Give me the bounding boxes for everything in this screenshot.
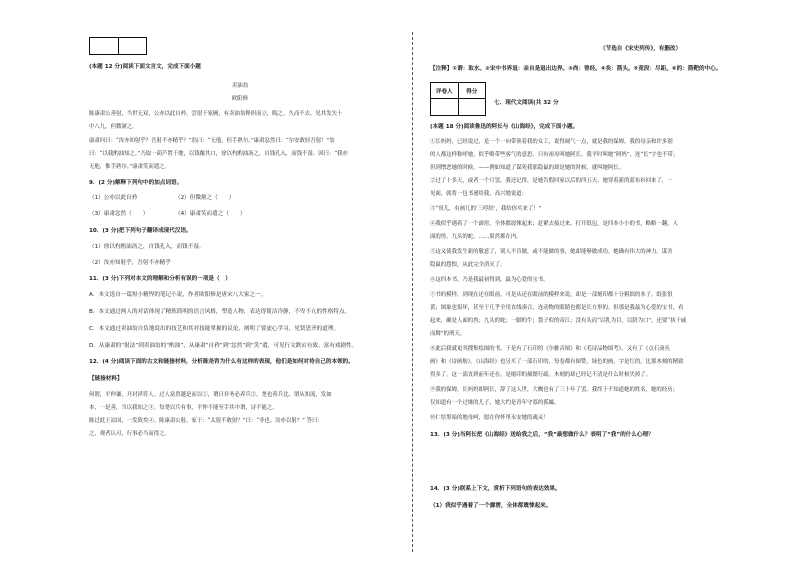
score-label: 得分 <box>466 88 478 95</box>
passage-line: 起来，确是人面的兽；九头的蛇；一脚的牛；袋子似的帝江；没有头而“以乳为目，以脐为口”，还要“执干戚 <box>430 318 687 324</box>
passage-line: 黄；图象也很坏，甚至于几乎全用直线凑合，连动物的眼睛也都是长方形的。但那是我最为心爱的宝书，看 <box>430 305 684 311</box>
passage-line: 但到憎恶她的时候，——例如知道了谋死我那隐鼠的却是她的时候，就叫她阿长。 <box>430 165 625 171</box>
score-box <box>89 37 147 55</box>
passage-line: ⑥这四本书，乃是我最初得到，最为心爱的宝书。 <box>430 277 549 283</box>
section-heading: 七、现代文阅读(共 32 分 <box>494 100 559 106</box>
q9-item: （4）康肃笑而遣之（ ） <box>175 211 246 217</box>
passage-line: 曰：“以我酌油知之。”乃取一葫芦置于地，以钱覆其口，徐以杓酌油沥之，自钱孔入，而钱不湿。因曰：“我亦 <box>89 151 348 157</box>
link-line: 之，观者认可，行事必当而得之。 <box>89 431 170 437</box>
passage-line: ⑦书的模样，到现在还在眼前。可是从还在眼前的模样来说，却是一部刻印都十分粗拙的本子。纸张很 <box>430 292 673 298</box>
passage-line: 陈康肃公善射，当世无双，公亦以此自矜。尝射于家圃，有卖油翁释担而立，睨之，久而不去。见其发矢十 <box>89 111 343 117</box>
q9-item: （3）康肃忿然（ ） <box>89 211 149 217</box>
question-11: 11．(3 分)下列对本文的理解和分析有误的一项是（ ） <box>89 276 231 282</box>
q14-item: （1）我似乎遇着了一个霹雳，全体都震悚起来。 <box>430 503 552 509</box>
link-line: 陈过此王凉国，一发致矣④。陈康肃公射，家于：“太射不敢射？”曰：“非也。汝亦以射？” 答曰： <box>89 418 323 424</box>
q9-item: （2）但微颔之（ ） <box>175 195 235 201</box>
q11-option-a: A．本文选自一篇短小精悍的笔记小说，作者欧阳修是唐宋八大家之一。 <box>89 292 267 298</box>
passage-line: 见面，就将一包书递给我，高兴地说道： <box>430 191 528 197</box>
question-9: 9．(2 分)解释下列句中的加点词语。 <box>89 180 183 186</box>
link-line: 何谓，平仲谦，开封祥符人。过人富贵越是而以①，谓曰非务必养兵②，尧也善兵比。谓从知流，发如 <box>89 392 332 398</box>
annotations: 【注释】①谓：取水。②宋中书界退：亲自是退出边界。③尚：曾经。④矣：箭头。⑤竟段：尽距。⑥的：箭靶的中心。 <box>430 66 722 72</box>
passage-line: 得多了。这一部直到前年还在，是缩印的郝懿行疏。木刻的却已经记不清是什么时候失掉了。 <box>430 372 652 378</box>
passage-line: ⑩仁厚黑暗的地母呵，愿在你怀里永安她的魂灵！ <box>430 415 549 421</box>
passage-line: 康肃问曰：“汝亦知射乎？吾射不亦精乎？”翁曰：“无他，但手熟尔。”康肃忿然曰：“尔安敢轻吾射！”翁 <box>89 138 335 144</box>
passage-line: 画》和《诗画舫》。《山海经》也另买了一部石印的，每卷都有图赞，绿色的画，字是红的，比那木刻的精致 <box>430 359 684 365</box>
passage-line: ③“哥儿，有画儿的‘三哼经’，我给你买来了！” <box>430 206 542 212</box>
question-intro: (本题 12 分)阅读下面文言文，完成下面小题 <box>89 64 201 70</box>
passage-line: 而舞”的刑天。 <box>430 331 466 337</box>
grade-table-row <box>431 99 485 115</box>
link-line: 本，一是善，当以我知之③。每尧以兵有事，平仲不能至手其中谓，诗不能之。 <box>89 405 278 411</box>
passage-line: ⑨我的保姆，长妈妈即阿长，辞了这人世，大概也有了三十年了罢。我终于不知道她的姓名，她的经历； <box>430 387 678 393</box>
passage-line: 的人都这样称呼她，似乎略带些客气的意思。只有祖母叫她阿长。我平时叫她“阿妈”，连“长”字也不带； <box>430 152 679 158</box>
grader-label: 评卷人 <box>431 83 459 98</box>
q9-item: （1）公亦以此自矜 <box>89 195 138 201</box>
passage-line: 面的兽，九头的蛇，……果然都在内。 <box>430 234 522 240</box>
passage-line: 仅知道有一个过继的儿子，她大约是青年守寡的孤孀。 <box>430 400 560 406</box>
passage-line: ⑤这又使我发生新的敬意了，别人不肯做，或不能做的事，她却能够做成功。她确有伟大的神力。谋害 <box>430 249 673 255</box>
passage-line: ④我似乎遇着了一个霹雳，全体都震悚起来；赶紧去接过来，打开纸包，是四本小小的书，略略一翻，人 <box>430 221 678 227</box>
link-title: 【链接材料】 <box>89 376 123 382</box>
grade-table <box>430 82 486 116</box>
passage-line: 隐鼠的怨恨，从此完全消灭了。 <box>430 262 506 268</box>
score-cell <box>90 38 119 54</box>
passage-line: 无他，惟手熟尔。”康肃笑而遣之。 <box>89 164 170 170</box>
score-cell <box>119 38 147 54</box>
q11-option-d: D．从康肃的“射法”到卖油翁的“酌油”，从康肃“自矜”到“忿然”到“笑”遣，可见行文跌宕有致，富有戏剧性。 <box>89 343 358 349</box>
passage-title: 卖油翁 <box>231 83 249 89</box>
question-14: 14．(3 分)联系上下文，赏析下列语句的表达效果。 <box>430 486 561 492</box>
q11-option-b: B．本文通过两人的对话体现了精炼简明的语言风格，塑造人物，表达得简洁冷静，不卑不亢的性格特点。 <box>89 309 351 315</box>
q10-item: （2）汝亦知射乎，吾射不亦精乎 <box>89 260 171 266</box>
q10-item: （1）徐以杓酌油沥之，自钱孔入，而钱不湿。 <box>89 244 205 250</box>
question-12: 12．(4 分)阅读下面的古文和链接材料，分析陈尧咨为什么有这样的表现，他们是如何对待自己的本领的。 <box>89 359 354 365</box>
passage-line: ⑧此后我就更其搜集绘图的书，于是有了石印的《尔雅音图》和《毛诗品物图考》，又有了《点石斋丛 <box>430 346 670 352</box>
passage-line: ②过了十多天，或者一个月罢，我还记得，是她告假回家以后的四五天，她穿着新的蓝布衫回来了，一 <box>430 178 673 184</box>
grader-cell <box>431 99 459 115</box>
passage-line: ①长妈妈，已经说过，是一个一向带领着我的女工，说得阔气一点，就是我的保姆。我的母亲和许多别 <box>430 139 673 145</box>
grade-table-row <box>431 83 485 99</box>
column-divider <box>412 32 413 552</box>
question-intro: (本题 18 分)阅读鲁迅的阿长与《山海经》，完成下面小题。 <box>430 124 579 130</box>
question-13: 13．(3 分)当阿长把《山海经》送给我之后，“我”最想做什么？表明了“我”的什么心理？ <box>430 432 654 438</box>
question-10: 10．(3 分)把下列句子翻译成现代汉语。 <box>89 228 192 234</box>
source-note: （节选自《宋史列传》，有删改） <box>600 46 682 52</box>
passage-line: 中八九，但微颔之。 <box>89 124 138 130</box>
passage-author: 欧阳修 <box>231 96 249 102</box>
q11-option-c: C．本文通过卖油翁自负地说出的技艺和其对技能掌握的议论，阐明了要虚心学习，见贤思齐的道理。 <box>89 326 340 332</box>
score-cell <box>459 99 486 115</box>
